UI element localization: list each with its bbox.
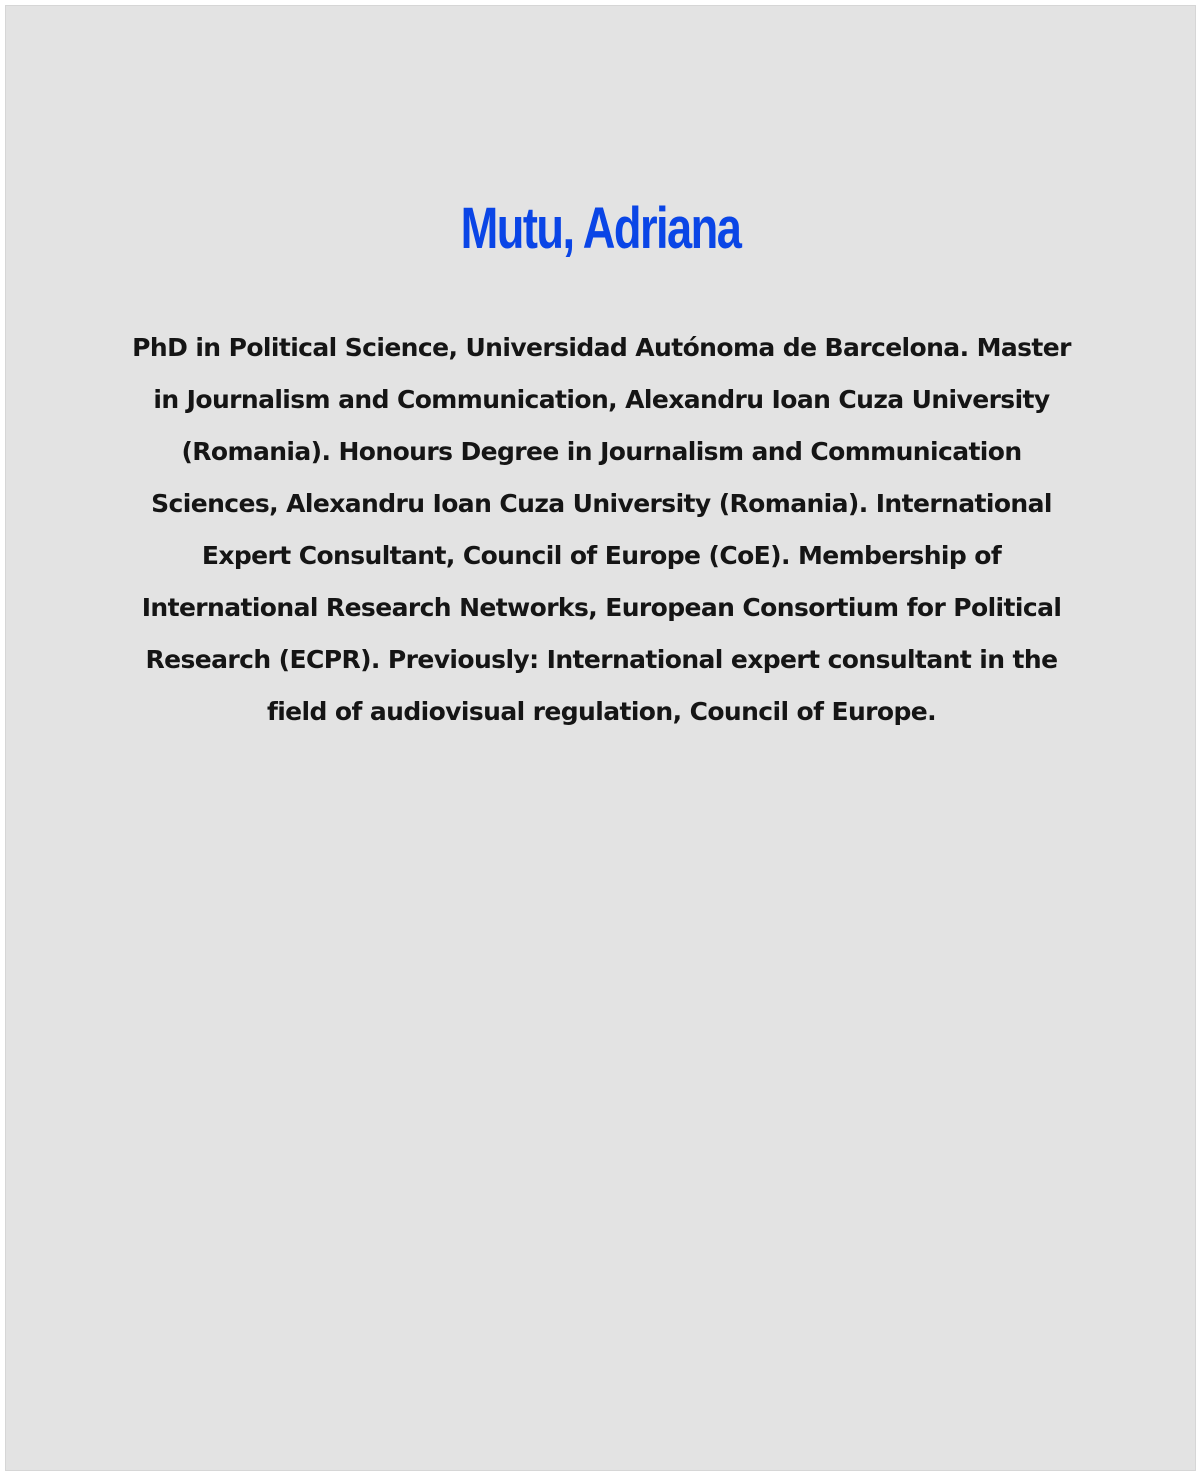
profile-card — [5, 5, 1196, 1471]
profile-name: Mutu, Adriana — [460, 196, 741, 261]
profile-bio: PhD in Political Science, Universidad Autónoma de Barcelona. Master in Journalism and Communication, Alexandru Ioan Cuza University (Romania). Honours Degree in Journalism and Communication Sciences, Alexandru Ioan Cuza University (Romania). International Expert Consultant, Council of Europe (CoE). Membership of International Research Networks, European Consortium for Political Research (ECPR). Previously: International expert consultant in the field of audiovisual regulation, Council of Europe. — [132, 333, 1071, 726]
